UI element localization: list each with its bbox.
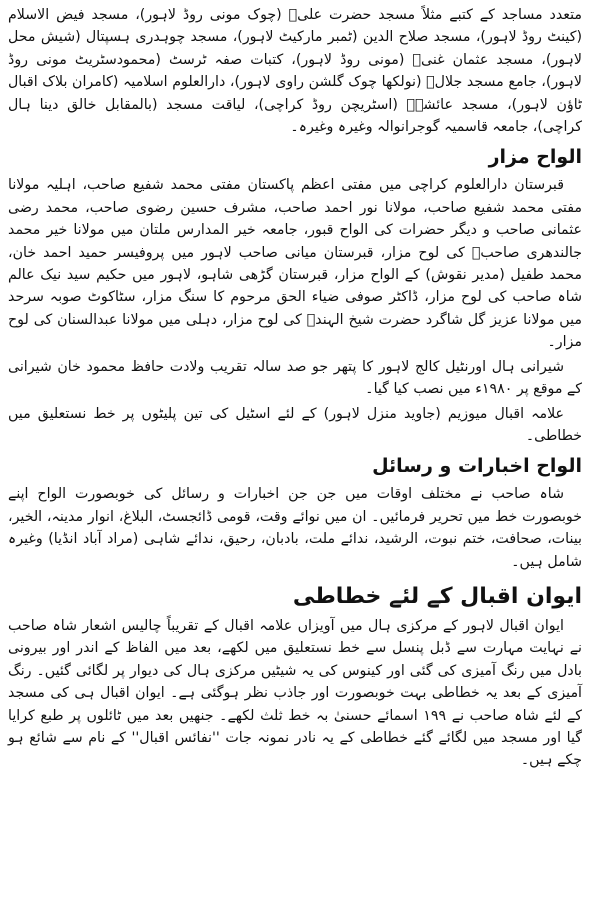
tombstones-paragraph-3: علامہ اقبال میوزیم (جاوید منزل لاہور) کے لئے اسٹیل کی تین پلیٹوں پر خط نستعلیق میں خطاطی۔ — [8, 405, 582, 444]
newspapers-paragraph-1: شاہ صاحب نے مختلف اوقات میں جن جن اخبارات و رسائل کی خوبصورت الواح اپنے خوبصورت خط میں تحریر فرمائیں۔ ان میں نوائے وقت، قومی ڈائجسٹ، البلاغ، انوار مدینہ، الخیر، بینات، صحافت، ختم نبوت، الرشید، ندائے ملت، بادبان، رحیق، ندائے شاہی (مراد آباد انڈیا) وغیرہ شامل ہیں۔ — [8, 486, 582, 570]
aiwan-paragraph-1: ایوان اقبال لاہور کے مرکزی ہال میں آویزاں علامہ اقبال کے تقریباً چالیس اشعار شاہ صاحب نے نہایت مہارت سے ڈبل پنسل سے خط نستعلیق میں لکھے، بعد میں الفاظ کے اندر اور بیرونی بادل میں رنگ آمیزی کی گئی اور کینوس کی یہ شیٹیں مرکزی ہال کی دیوار پر لگائی گئیں۔ رنگ آمیزی کے بعد یہ خطاطی بہت خوبصورت اور جاذب نظر ہوگئی ہے۔ ایوان اقبال ہی کی مسجد کے لئے شاہ صاحب نے ۱۹۹ اسمائے حسنیٰ بہ خط ثلث لکھے۔ جنھیں بعد میں ٹائلوں پر طبع کرایا گیا اور مسجد میں لگائے گئے خطاطی کے یہ نادر نمونہ جات ''نفائس اقبال'' کے نام سے شائع ہو چکے ہیں۔ — [8, 617, 582, 769]
tombstones-paragraph-2: شیرانی ہال اورنٹیل کالج لاہور کا پتھر جو صد سالہ تقریب ولادت حافظ محمود خان شیرانی کے موقع پر ۱۹۸۰ء میں نصب کیا گیا۔ — [8, 358, 582, 398]
document-page — [8, 4, 582, 904]
heading-tombstones: الواح مزار — [488, 146, 582, 169]
tombstones-paragraph-1: قبرستان دارالعلوم کراچی میں مفتی اعظم پاکستان مفتی محمد شفیع صاحب، اہلیہ مولانا مفتی محمد شفیع صاحب، مولانا نور احمد صاحب، مشرف حسین رضوی صاحب، محمد رضی عثمانی صاحب و دیگر حضرات کی الواح قبور، جامعہ خیر المدارس ملتان میں مولانا خیر محمد جالندھری صاحبؒ کی لوح مزار، قبرستان میانی صاحب لاہور میں پروفیسر حمید احمد خان، محمد طفیل (مدیر نقوش) کے الواح مزار، قبرستان گڑھی شاہو، لاہور میں حکیم سید نیک عالم شاہ صاحب کی لوح مزار، ڈاکٹر صوفی ضیاء الحق مرحوم کا سنگ مزار، سٹاکوٹ صوبہ سرحد میں مولانا عزیز گل شاگرد حضرت شیخ الہندؒ کی لوح مزار، دہلی میں مولانا عبدالسنان کی لوح مزار۔ — [8, 177, 582, 351]
heading-newspapers: الواح اخبارات و رسائل — [372, 455, 582, 478]
heading-aiwan-iqbal: ایوان اقبال کے لئے خطاطی — [292, 583, 582, 609]
intro-paragraph: متعدد مساجد کے کتبے مثلاً مسجد حضرت علیؓ (چوک مونی روڈ لاہور)، مسجد فیض الاسلام (کینٹ روڈ لاہور)، مسجد صلاح الدین (ٹمبر مارکیٹ لاہور)، مسجد چوہدری ہسپتال (شیش محل لاہور)، مسجد عثمان غنیؓ (مونی روڈ لاہور)، کتبات صفہ ٹرسٹ (محمودسٹریٹ مونی روڈ لاہور)، جامع مسجد جلالؒ (نولکھا چوک گلشن راوی لاہور)، دارالعلوم اسلامیہ (کامران بلاک اقبال ٹاؤن لاہور)، مسجد عائشہؓ (اسٹریچن روڈ کراچی)، لیاقت مسجد (بالمقابل خالق دینا ہال کراچی)، جامعہ قاسمیہ گوجرانوالہ وغیرہ وغیرہ۔ — [8, 7, 582, 136]
